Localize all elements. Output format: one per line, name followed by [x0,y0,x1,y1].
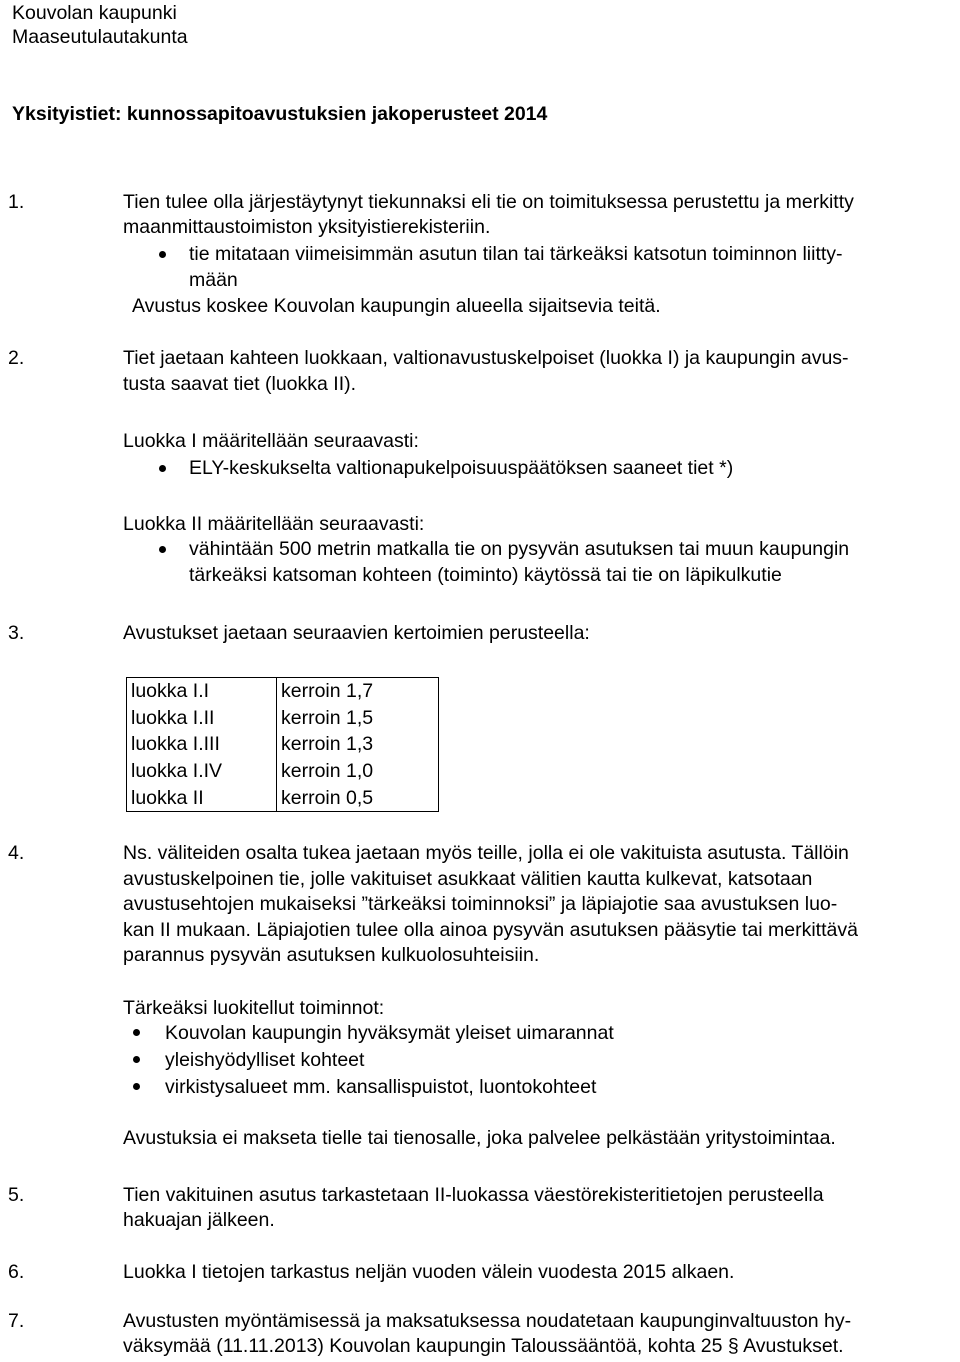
coefficient-cell: kerroin 1,7 [281,680,374,703]
bullet-text: tie mitataan viimeisimmän asutun tilan tai tärkeäksi katsotun toiminnon liitty- [189,243,843,265]
section-text: väksymää (11.11.2013) Kouvolan kaupungin Taloussääntöä, kohta 25 § Avustukset. [123,1335,844,1357]
list-item: virkistysalueet mm. kansallispuistot, luontokohteet [165,1076,597,1098]
table-row [127,784,439,811]
section-number: 5. [8,1184,25,1206]
section-text: Avustukset jaetaan seuraavien kertoimien perusteella: [123,622,590,644]
class-cell: luokka I.II [127,705,277,732]
table-row [127,758,439,785]
table-row [127,705,439,732]
table-row [127,731,439,758]
section-text: Tiet jaetaan kahteen luokkaan, valtionavustuskelpoiset (luokka I) ja kaupungin avus- [123,347,849,369]
bullet-text: vähintään 500 metrin matkalla tie on pysyvän asutuksen tai muun kaupungin [189,538,850,560]
coefficient-table [126,677,439,812]
section-text: kan II mukaan. Läpiajotien tulee olla ainoa pysyvän asutuksen pääsytie tai merkittävä [123,919,858,941]
bullet-icon [159,465,166,472]
section-text: parannus pysyvän asutuksen kulkuolosuhteisiin. [123,944,540,966]
section-note: Avustus koskee Kouvolan kaupungin alueella sijaitsevia teitä. [132,295,661,317]
section-number: 3. [8,622,25,644]
bullet-icon [133,1029,140,1036]
section-text: Avustuksia ei makseta tielle tai tienosalle, joka palvelee pelkästään yritystoimintaa. [123,1127,836,1149]
section-text: avustusehtojen mukaiseksi ”tärkeäksi toiminnoksi” ja läpiajotie saa avustuksen luo- [123,893,838,915]
section-text: Tien vakituinen asutus tarkastetaan II-luokassa väestörekisteritietojen perusteella [123,1184,824,1206]
bullet-icon [133,1056,140,1063]
document-title: Yksityistiet: kunnossapitoavustuksien jakoperusteet 2014 [12,103,548,125]
bullet-text: mään [189,269,238,291]
class-cell: luokka I.III [127,731,277,758]
important-heading: Tärkeäksi luokitellut toiminnot: [123,997,385,1019]
section-number: 4. [8,842,25,864]
section-text: Luokka I tietojen tarkastus neljän vuoden välein vuodesta 2015 alkaen. [123,1261,735,1283]
section-number: 6. [8,1261,25,1283]
table-row [127,678,439,705]
organization-name: Kouvolan kaupunki [12,2,177,24]
bullet-text: ELY-keskukselta valtionapukelpoisuuspäätöksen saaneet tiet *) [189,457,734,479]
coefficient-cell: kerroin 1,3 [281,733,374,756]
class-cell: luokka II [127,784,277,811]
section-number: 2. [8,347,25,369]
section-text: Avustusten myöntämisessä ja maksatuksessa noudatetaan kaupunginvaltuuston hy- [123,1310,852,1332]
section-text: Tien tulee olla järjestäytynyt tiekunnaksi eli tie on toimituksessa perustettu ja merkitty [123,191,854,213]
section-text: hakuajan jälkeen. [123,1209,275,1231]
bullet-text: tärkeäksi katsoman kohteen (toiminto) käytössä tai tie on läpikulkutie [189,564,782,586]
class-cell: luokka I.IV [127,758,277,785]
bullet-icon [159,546,166,553]
coefficient-cell: kerroin 0,5 [281,786,374,809]
list-item: Kouvolan kaupungin hyväksymät yleiset uimarannat [165,1022,614,1044]
coefficient-cell: kerroin 1,5 [281,706,374,729]
section-number: 1. [8,191,25,213]
section-text: Ns. väliteiden osalta tukea jaetaan myös teille, jolla ei ole vakituista asutusta. Tällöin [123,842,849,864]
section-text: maanmittaustoimiston yksityistierekisteriin. [123,216,491,238]
department-name: Maaseutulautakunta [12,26,188,48]
class-2-heading: Luokka II määritellään seuraavasti: [123,513,425,535]
section-text: avustuskelpoinen tie, jolle vakituiset asukkaat välitien kautta kulkevat, katsotaan [123,868,813,890]
list-item: yleishyödylliset kohteet [165,1049,365,1071]
coefficient-cell: kerroin 1,0 [281,760,374,783]
class-1-heading: Luokka I määritellään seuraavasti: [123,430,419,452]
bullet-icon [133,1083,140,1090]
section-number: 7. [8,1310,25,1332]
section-text: tusta saavat tiet (luokka II). [123,373,357,395]
bullet-icon [159,251,166,258]
class-cell: luokka I.I [127,678,277,705]
